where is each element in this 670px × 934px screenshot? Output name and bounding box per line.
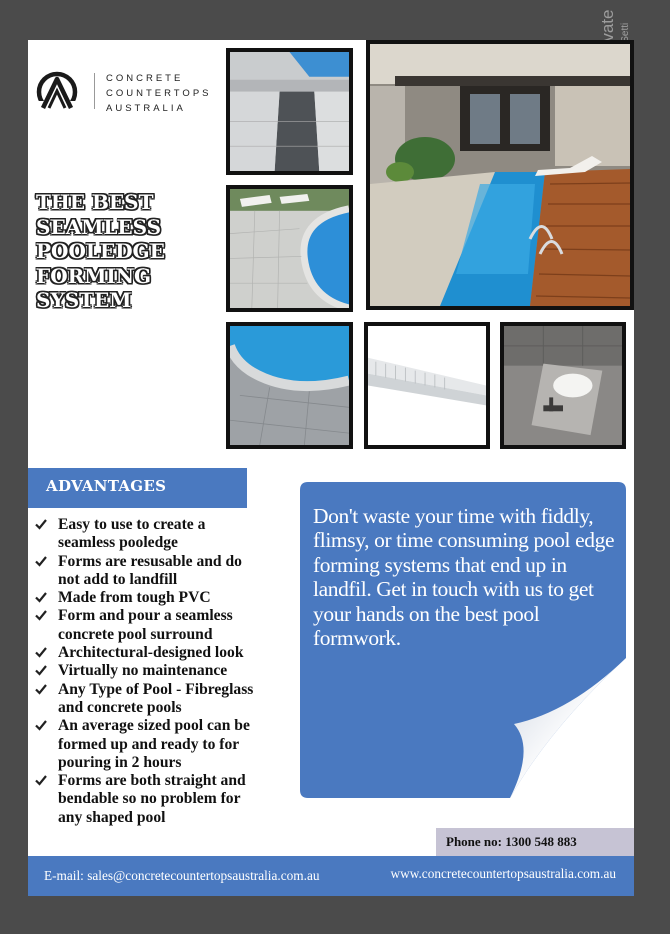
checkmark-icon <box>35 608 47 622</box>
headline-line: THE BEST <box>36 190 154 214</box>
logo-line: CONCRETE <box>106 73 184 84</box>
advantage-text: Made from tough PVC <box>58 589 211 607</box>
advantage-text: Architectural-designed look <box>58 644 244 662</box>
advantage-item <box>34 644 304 662</box>
checkmark-icon <box>35 554 47 568</box>
logo-divider <box>94 73 95 109</box>
logo-wordmark <box>106 71 212 116</box>
advantage-item <box>34 516 304 553</box>
logo-line: AUSTRALIA <box>106 103 186 114</box>
checkmark-icon <box>35 718 47 732</box>
phone-number: Phone no: 1300 548 883 <box>446 834 577 849</box>
advantage-text: Virtually no maintenance <box>58 662 228 680</box>
headline-line: FORMING <box>36 263 152 288</box>
advantage-text: Forms are both straight and bendable so no problem for any shaped pool <box>58 772 246 826</box>
advantage-item <box>34 717 304 772</box>
headline-line: POOLEDGE <box>36 239 165 263</box>
checkmark-icon <box>35 663 47 677</box>
callout-box <box>300 482 626 798</box>
advantage-text: Any Type of Pool - Fibreglass and concrete pools <box>58 680 254 716</box>
advantage-item <box>34 553 304 590</box>
photo-curved-pool-edge-grey-pavers <box>226 322 353 449</box>
advantages-heading-bar <box>28 468 247 508</box>
headline <box>36 190 226 313</box>
advantage-text: Easy to use to create a seamless pooledge <box>58 516 206 552</box>
headline-line: SEAMLESS <box>36 214 162 239</box>
checkmark-icon <box>35 517 47 531</box>
advantage-item <box>34 681 304 718</box>
website-url: www.concretecountertopsaustralia.com.au <box>390 866 616 881</box>
footer-bar <box>28 856 634 896</box>
callout-text: Don't waste your time with fiddly, flimsy, or time consuming pool edge forming systems that end up in landfil. Get in touch with us to get your hands on the best pool formwork. <box>313 504 615 651</box>
advantages-list <box>34 516 304 827</box>
advantage-item <box>34 772 304 827</box>
advantage-text: Form and pour a seamless concrete pool surround <box>58 607 233 643</box>
photo-curved-pool-edge-sun-loungers <box>226 185 353 312</box>
photo-white-pvc-form-strip <box>364 322 490 449</box>
advantage-item <box>34 607 304 644</box>
advantage-item <box>34 589 304 607</box>
advantage-item <box>34 662 304 680</box>
logo-line: COUNTERTOPS <box>106 88 212 99</box>
flyer-page <box>28 40 634 896</box>
brand-logo <box>34 70 224 114</box>
concrete-countertops-logo-icon <box>34 70 80 114</box>
email-address: E-mail: sales@concretecountertopsaustralia.com.au <box>44 868 320 883</box>
checkmark-icon <box>35 682 47 696</box>
photo-form-with-skimmer-box <box>500 322 626 449</box>
checkmark-icon <box>35 773 47 787</box>
checkmark-icon <box>35 590 47 604</box>
headline-line: SYSTEM <box>36 288 132 312</box>
phone-box <box>436 828 634 856</box>
advantages-heading: ADVANTAGES <box>46 477 167 495</box>
photo-pool-with-timber-deck <box>366 40 634 310</box>
checkmark-icon <box>35 645 47 659</box>
advantage-text: Forms are resusable and do not add to landfill <box>58 552 242 588</box>
advantage-text: An average sized pool can be formed up and ready to for pouring in 2 hours <box>58 717 250 771</box>
photo-pool-edge-dark-paving <box>226 48 353 175</box>
